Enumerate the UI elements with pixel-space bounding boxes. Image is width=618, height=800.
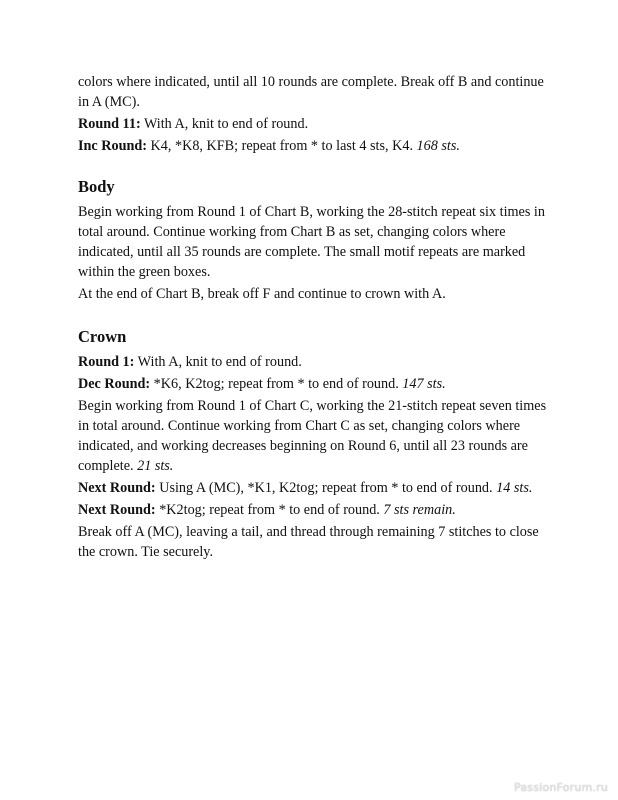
dec-round-stitch-count: 147 sts. xyxy=(402,376,446,392)
next-round-2-stitch-count: 7 sts remain. xyxy=(383,502,456,518)
dec-round-text: *K6, K2tog; repeat from * to end of round. xyxy=(150,376,403,392)
next-round-1-stitch-count: 14 sts. xyxy=(496,480,533,496)
next-round-1 xyxy=(78,478,548,498)
chart-c-stitch-count: 21 sts. xyxy=(137,458,174,474)
dec-round-label: Dec Round: xyxy=(78,376,151,392)
next-round-2-label: Next Round: xyxy=(78,502,156,518)
round-11-label: Round 11: xyxy=(78,116,141,132)
next-round-1-text: Using A (MC), *K1, K2tog; repeat from * to end of round. xyxy=(155,480,497,496)
intro-continuation: colors where indicated, until all 10 rounds are complete. Break off B and continue in A (MC). xyxy=(78,74,544,110)
round-11-instruction xyxy=(78,114,548,134)
inc-round-text: K4, *K8, KFB; repeat from * to last 4 sts, K4. xyxy=(147,138,417,154)
crown-heading: Crown xyxy=(78,327,127,346)
chart-c-text: Begin working from Round 1 of Chart C, working the 21-stitch repeat seven times in total around. Continue working from Chart C as set, changing colors where indicated, and working decreases beginning on Round 6, until all 23 rounds are complete. xyxy=(78,398,547,474)
next-round-2 xyxy=(78,500,548,520)
pattern-page xyxy=(78,72,548,562)
body-paragraph: Begin working from Round 1 of Chart B, working the 28-stitch repeat six times in total around. Continue working from Chart B as set, changing colors where indicated, until all 35 rounds are complete. The small motif repeats are marked within the green boxes. xyxy=(78,204,545,280)
chart-c-paragraph xyxy=(78,396,548,476)
watermark: PassionForum.ru xyxy=(514,781,608,794)
next-round-1-label: Next Round: xyxy=(78,480,156,496)
inc-round-label: Inc Round: xyxy=(78,138,147,154)
crown-round-1 xyxy=(78,352,548,372)
round-11-text: With A, knit to end of round. xyxy=(140,116,309,132)
crown-finish: Break off A (MC), leaving a tail, and thread through remaining 7 stitches to close the crown. Tie securely. xyxy=(78,524,539,560)
dec-round-instruction xyxy=(78,374,548,394)
crown-round-1-label: Round 1: xyxy=(78,354,135,370)
body-heading: Body xyxy=(78,177,115,196)
body-chart-end: At the end of Chart B, break off F and continue to crown with A. xyxy=(78,286,446,302)
next-round-2-text: *K2tog; repeat from * to end of round. xyxy=(155,502,384,518)
crown-round-1-text: With A, knit to end of round. xyxy=(134,354,302,370)
inc-round-stitch-count: 168 sts. xyxy=(416,138,460,154)
inc-round-instruction xyxy=(78,136,548,156)
